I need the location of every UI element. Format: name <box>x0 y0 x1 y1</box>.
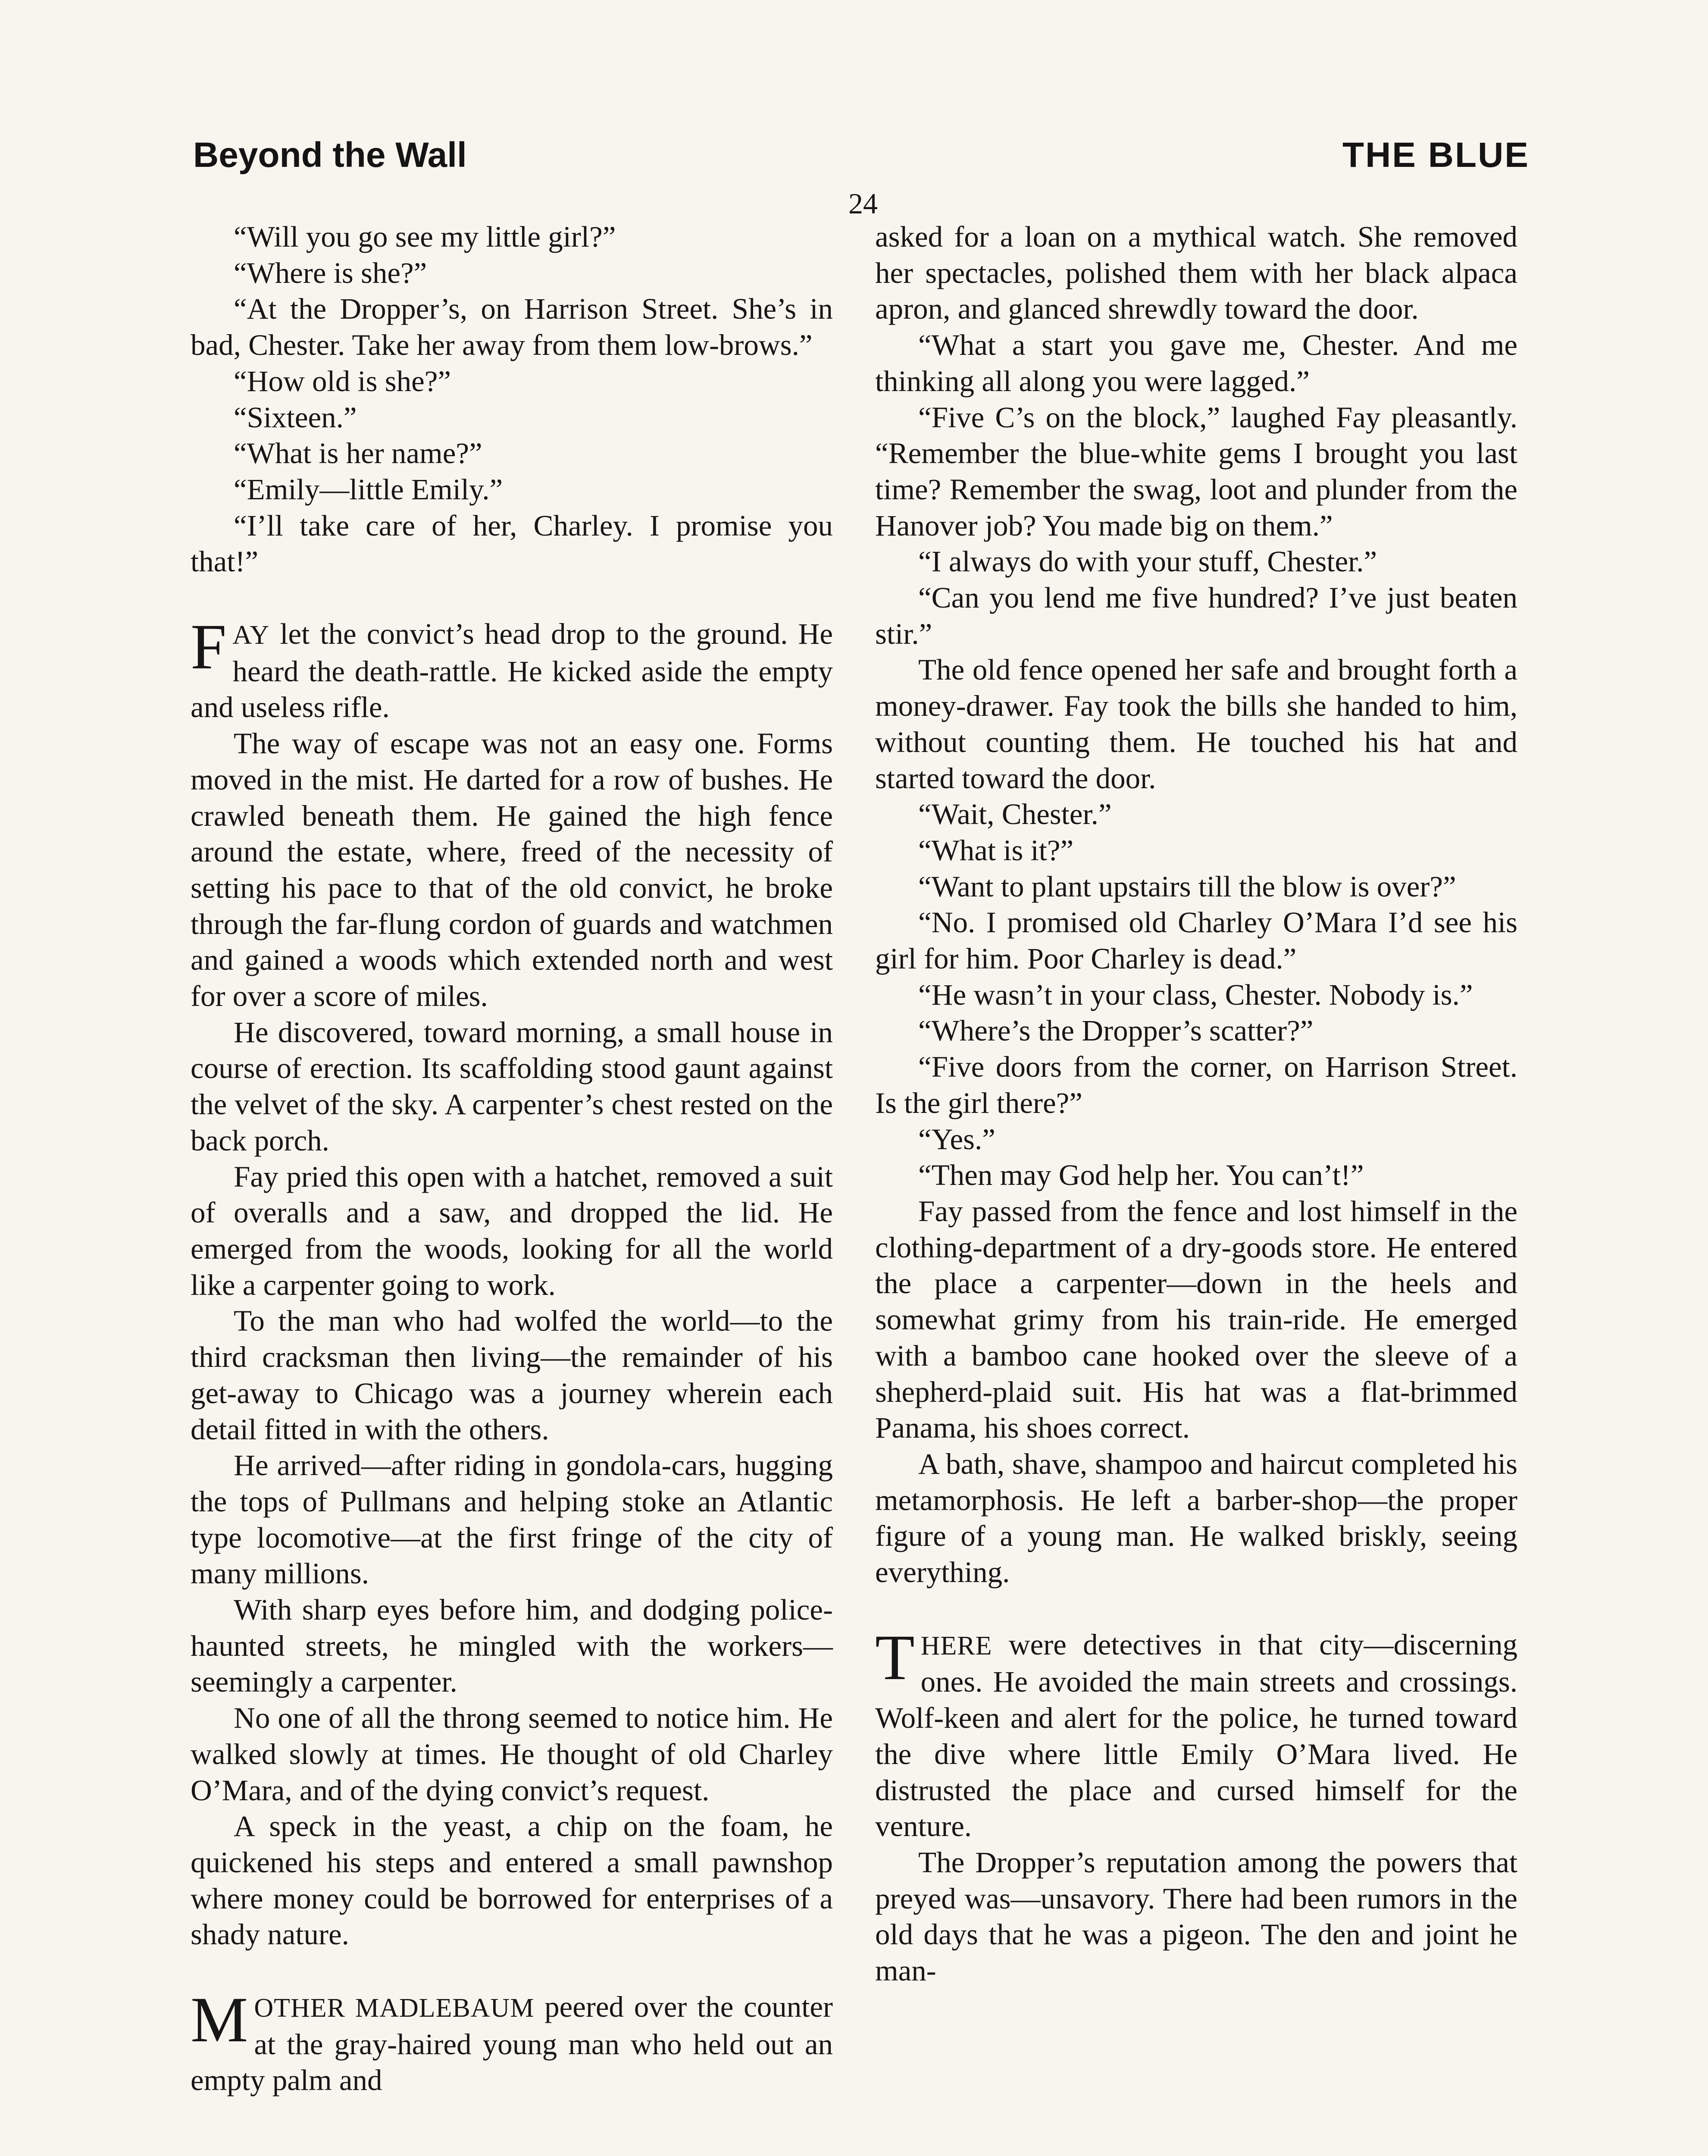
paragraph: Fay pried this open with a hatchet, removed a suit of overalls and a saw, and dropped the lid. He emerged from the woods, looking for all the world like a carpenter going to work. <box>191 1160 833 1301</box>
paragraph-text: were detectives in that city—discerning ones. He avoided the main streets and crossings. Wolf-keen and alert for the police, he turned toward the dive where little Emily O’Mara lived. He distrusted the place and cursed himself for the venture. <box>875 1628 1517 1843</box>
paragraph: “Can you lend me five hundred? I’ve just beaten stir.” <box>875 581 1517 650</box>
paragraph: “Sixteen.” <box>234 401 357 434</box>
paragraph: “Want to plant upstairs till the blow is over?” <box>918 870 1456 903</box>
paragraph: “Emily—little Emily.” <box>234 473 503 506</box>
paragraph: A bath, shave, shampoo and haircut completed his metamorphosis. He left a barber-shop—the proper figure of a young man. He walked briskly, seeing everything. <box>875 1447 1517 1589</box>
paragraph: He arrived—after riding in gondola-cars, hugging the tops of Pullmans and helping stoke an Atlantic type locomotive—at the first fringe of the city of many millions. <box>191 1449 833 1590</box>
small-caps-lead: AY <box>232 620 270 650</box>
paragraph: To the man who had wolfed the world—to the third cracksman then living—the remainder of his get-away to Chicago was a journey wherein each detail fitted in with the others. <box>191 1304 833 1446</box>
paragraph: The Dropper’s reputation among the powers that preyed was—unsavory. There had been rumors in the old days that he was a pigeon. The den and joint he man- <box>875 1846 1517 1987</box>
paragraph: “He wasn’t in your class, Chester. Nobody is.” <box>918 978 1473 1011</box>
paragraph: Fay passed from the fence and lost himself in the clothing-department of a dry-goods store. He entered the place a carpenter—down in the heels and somewhat grimy from his train-ride. He emerged with a bamboo cane hooked over the sleeve of a shepherd-plaid suit. His hat was a flat-brimmed Panama, his shoes correct. <box>875 1194 1517 1445</box>
magazine-title: THE BLUE <box>1342 135 1530 175</box>
paragraph: “Yes.” <box>918 1122 995 1156</box>
page-number: 24 <box>848 187 878 220</box>
paragraph-text: peered over the counter at the gray-haired young man who held out an empty palm and <box>191 1990 833 2097</box>
drop-cap: T <box>875 1621 915 1693</box>
drop-cap: M <box>191 1984 248 2056</box>
left-column <box>191 219 833 2099</box>
paragraph: “No. I promised old Charley O’Mara I’d see his girl for him. Poor Charley is dead.” <box>875 906 1517 975</box>
continued-paragraph: asked for a loan on a mythical watch. She removed her spectacles, polished them with her black alpaca apron, and glanced shrewdly toward the door. <box>875 220 1517 326</box>
paragraph: A speck in the yeast, a chip on the foam, he quickened his steps and entered a small pawnshop where money could be borrowed for enterprises of a shady nature. <box>191 1810 833 1951</box>
story-title: Beyond the Wall <box>193 135 467 175</box>
paragraph: “Then may God help her. You can’t!” <box>918 1159 1364 1192</box>
section-opening-paragraph <box>875 1621 1517 1845</box>
paragraph: “Where’s the Dropper’s scatter?” <box>918 1014 1314 1047</box>
paragraph-text: let the convict’s head drop to the ground. He heard the death-rattle. He kicked aside the empty and useless rifle. <box>191 617 833 724</box>
section-opening-paragraph <box>191 1984 833 2099</box>
paragraph: “Five C’s on the block,” laughed Fay pleasantly. “Remember the blue-white gems I brought you last time? Remember the swag, loot and plunder from the Hanover job? You made big on them.” <box>875 401 1517 542</box>
paragraph: “At the Dropper’s, on Harrison Street. She’s in bad, Chester. Take her away from them low-brows.” <box>191 292 833 362</box>
paragraph: With sharp eyes before him, and dodging police-haunted streets, he mingled with the workers—seemingly a carpenter. <box>191 1593 833 1698</box>
paragraph: He discovered, toward morning, a small house in course of erection. Its scaffolding stood gaunt against the velvet of the sky. A carpenter’s chest rested on the back porch. <box>191 1015 833 1157</box>
paragraph: The old fence opened her safe and brought forth a money-drawer. Fay took the bills she handed to him, without counting them. He touched his hat and started toward the door. <box>875 653 1517 795</box>
paragraph: “I’ll take care of her, Charley. I promise you that!” <box>191 509 833 578</box>
paragraph: “How old is she?” <box>234 364 451 398</box>
paragraph: “What is her name?” <box>234 437 482 470</box>
paragraph: “Will you go see my little girl?” <box>234 220 616 253</box>
paragraph: “What is it?” <box>918 834 1074 867</box>
small-caps-lead: OTHER MADLEBAUM <box>254 1993 535 2023</box>
section-opening-paragraph <box>191 611 833 726</box>
paragraph: “I always do with your stuff, Chester.” <box>918 545 1377 578</box>
small-caps-lead: HERE <box>920 1631 992 1661</box>
paragraph: “Wait, Chester.” <box>918 798 1112 831</box>
right-column <box>875 219 1517 1989</box>
drop-cap: F <box>191 611 227 683</box>
paragraph: “Where is she?” <box>234 256 427 289</box>
paragraph: The way of escape was not an easy one. Forms moved in the mist. He darted for a row of bushes. He crawled beneath them. He gained the high fence around the estate, where, freed of the necessity of setting his pace to that of the old convict, he broke through the far-flung cordon of guards and watchmen and gained a woods which extended north and west for over a score of miles. <box>191 727 833 1013</box>
paragraph: “What a start you gave me, Chester. And me thinking all along you were lagged.” <box>875 329 1517 398</box>
paragraph: “Five doors from the corner, on Harrison Street. Is the girl there?” <box>875 1050 1517 1119</box>
paragraph: No one of all the throng seemed to notice him. He walked slowly at times. He thought of old Charley O’Mara, and of the dying convict’s request. <box>191 1702 833 1807</box>
